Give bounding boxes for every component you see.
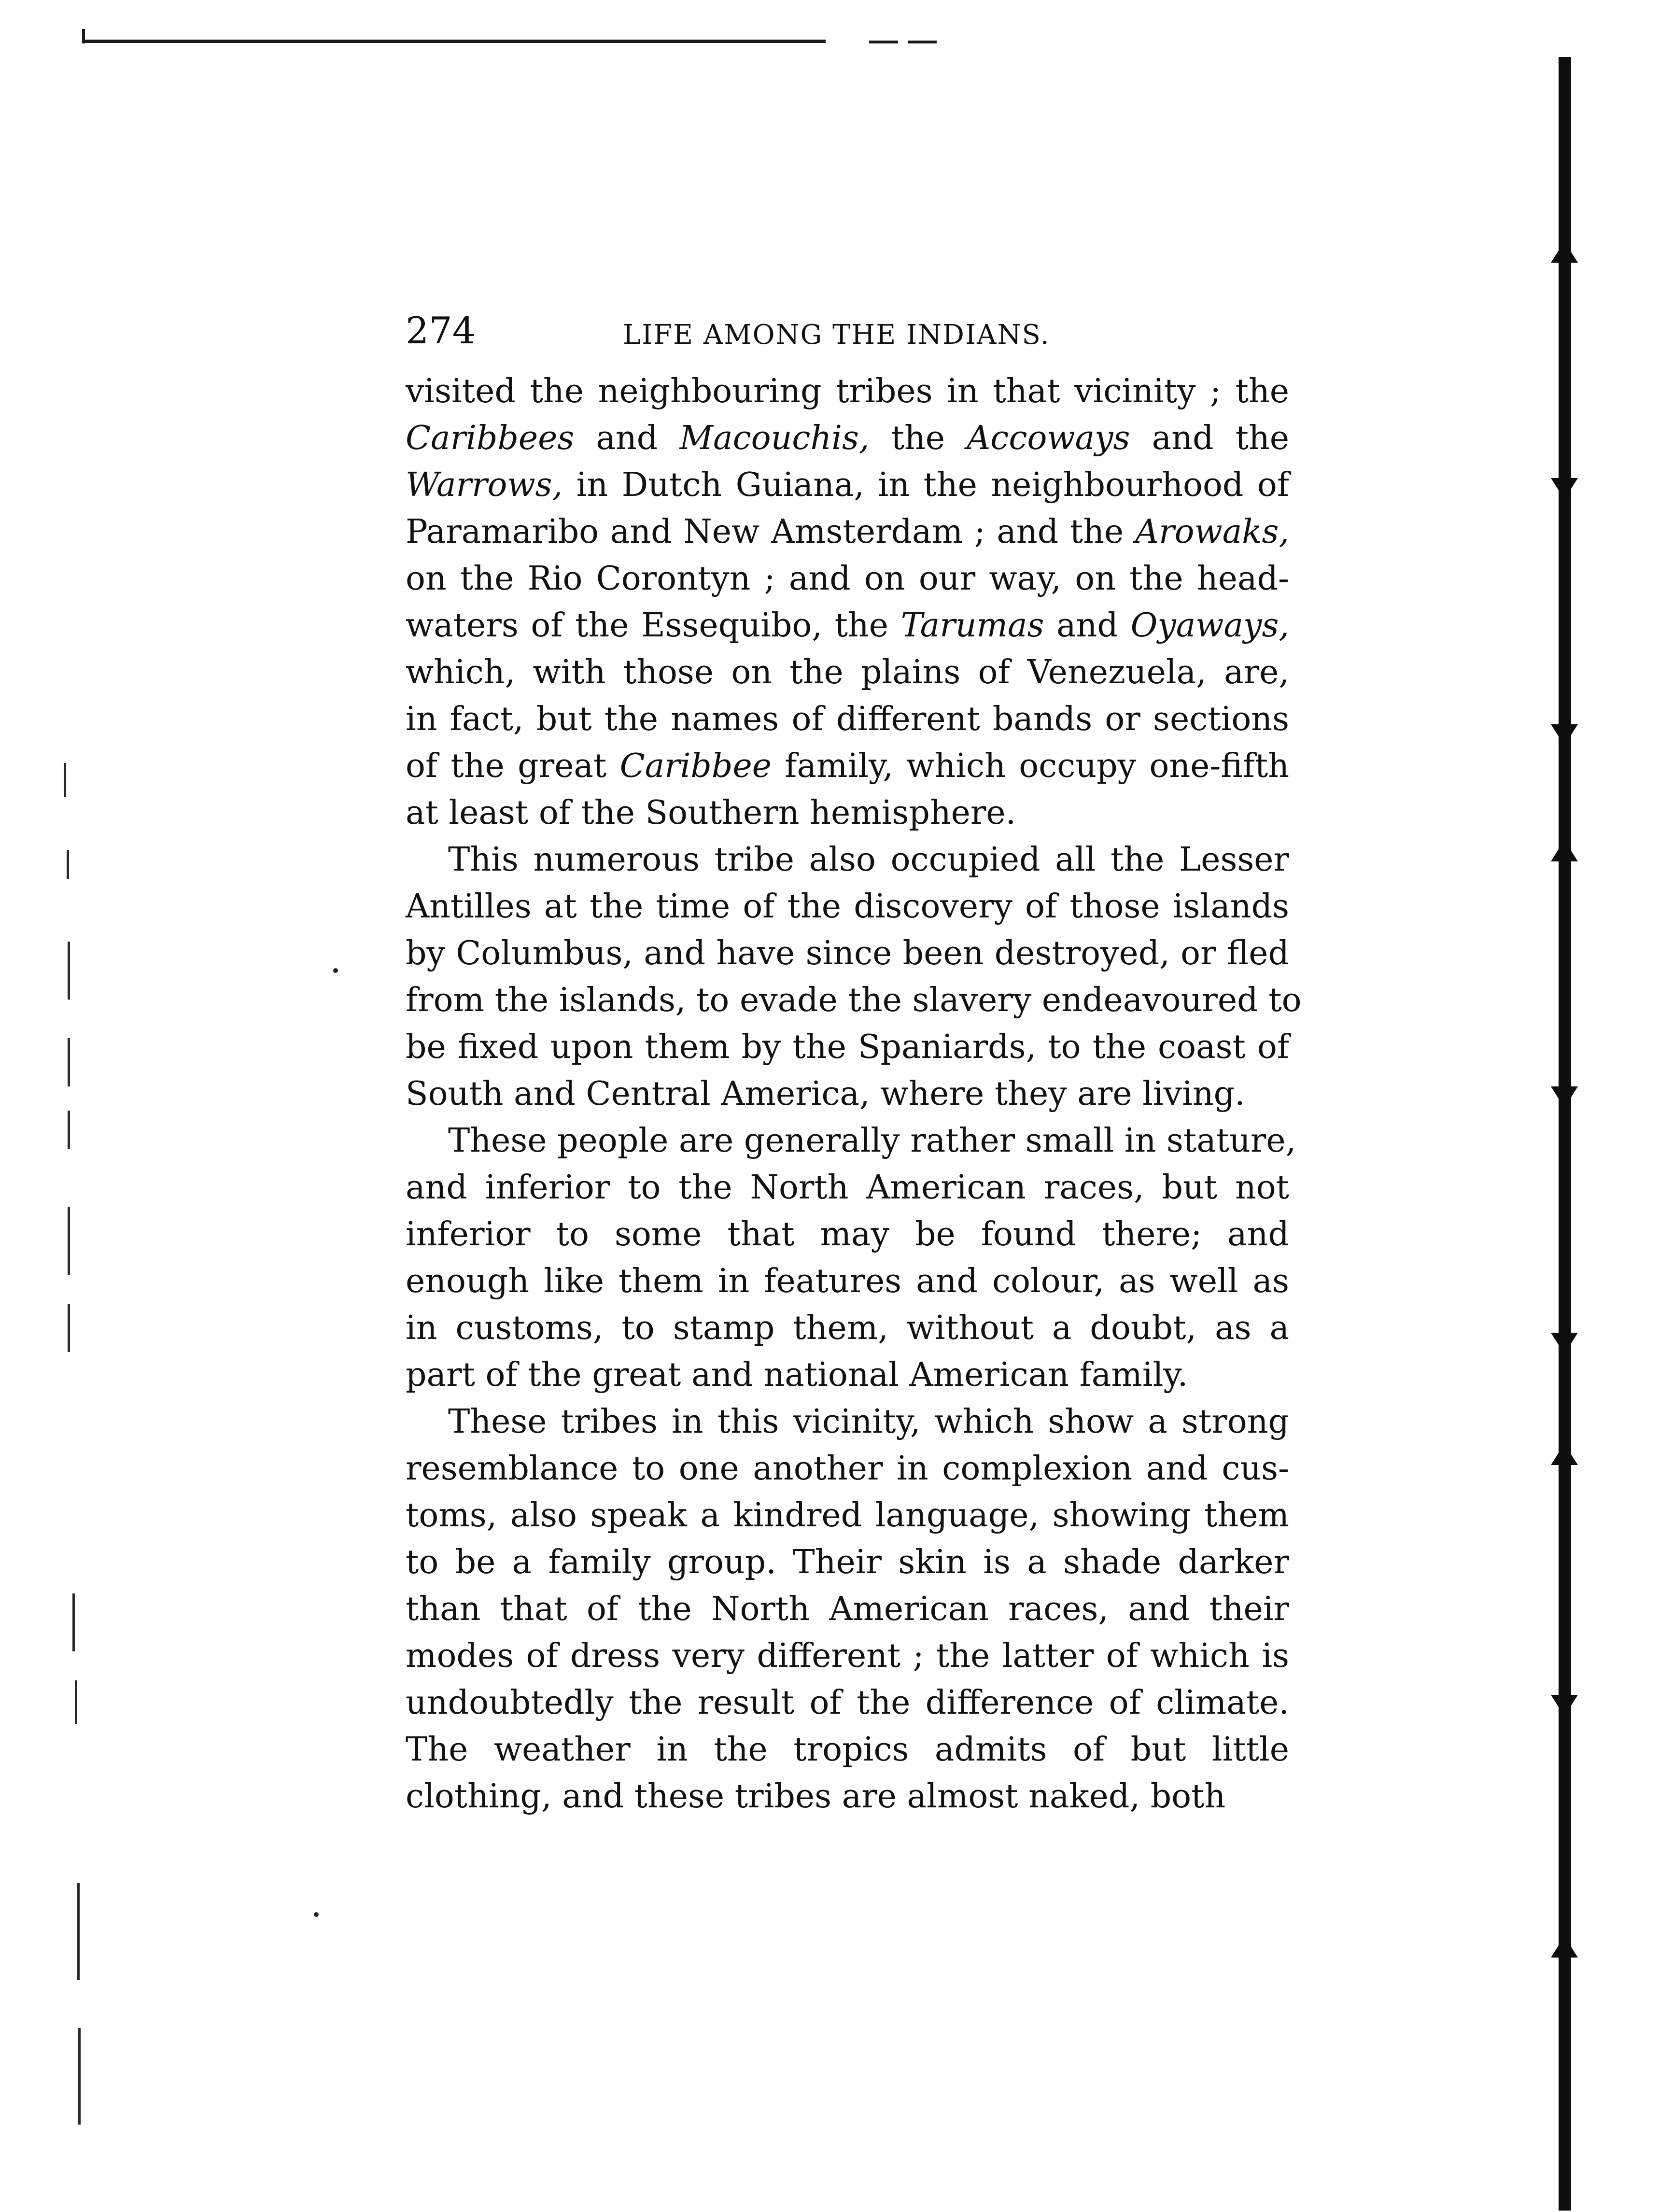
text-line	[406, 1117, 1296, 1164]
text-run: in fact, but the names of different bands or sections	[406, 700, 1289, 738]
text-run: clothing, and these tribes are almost naked, both	[406, 1777, 1226, 1816]
text-run: visited the neighbouring tribes in that vicinity ; the	[406, 372, 1289, 410]
text-line	[406, 415, 1289, 462]
binding-notch	[1551, 1333, 1578, 1354]
text-line	[406, 462, 1289, 508]
binding-notch	[1551, 1444, 1578, 1465]
body-text	[406, 368, 1302, 1820]
text-line	[406, 1352, 1289, 1398]
text-run: waters of the Essequibo, the	[406, 606, 901, 645]
binding-notch	[1551, 478, 1578, 499]
italic-text: Arowaks,	[1135, 513, 1289, 551]
text-run: South and Central America, where they are living.	[406, 1075, 1245, 1113]
text-line	[406, 1539, 1289, 1586]
scan-speck	[77, 1883, 80, 1980]
text-run: and inferior to the North American races, but not	[406, 1169, 1289, 1207]
text-run: from the islands, to evade the slavery endeavoured to	[406, 981, 1302, 1019]
text-run: than that of the North American races, and their	[406, 1590, 1289, 1628]
text-run: inferior to some that may be found there; and	[406, 1215, 1289, 1254]
italic-text: Oyaways,	[1130, 606, 1289, 645]
text-line	[406, 1258, 1289, 1305]
italic-text: Tarumas	[900, 606, 1044, 645]
text-line	[406, 1492, 1289, 1539]
text-run: These people are generally rather small in stature,	[448, 1122, 1296, 1160]
text-line	[406, 1071, 1289, 1117]
text-run: This numerous tribe also occupied all the Lesser	[448, 841, 1289, 879]
text-line	[406, 1773, 1289, 1820]
scan-speck	[72, 1593, 75, 1651]
binding-notch	[1551, 1695, 1578, 1716]
scan-speck	[68, 1207, 70, 1275]
scan-top-rule-dash	[908, 41, 937, 43]
binding-notch	[1551, 241, 1578, 263]
text-run: Paramaribo and New Amsterdam ; and the	[406, 513, 1135, 551]
scan-speck	[78, 2028, 81, 2125]
text-line	[406, 1398, 1289, 1445]
text-line	[406, 1679, 1289, 1726]
text-line	[406, 696, 1289, 743]
text-line	[406, 977, 1302, 1024]
italic-text: Caribbees	[406, 419, 575, 457]
text-line	[406, 883, 1289, 930]
text-run: modes of dress very different ; the latter of which is	[406, 1637, 1289, 1675]
text-line	[406, 1726, 1289, 1773]
scan-binding-edge	[1559, 57, 1571, 2211]
running-head	[406, 309, 1289, 362]
text-run: and	[574, 419, 680, 457]
italic-text: Caribbee	[619, 747, 772, 785]
italic-text: Macouchis,	[679, 419, 870, 457]
text-run: undoubtedly the result of the difference of climate.	[406, 1684, 1289, 1722]
scan-speck	[314, 1912, 319, 1917]
text-run: and the	[1130, 419, 1289, 457]
text-line	[406, 789, 1289, 836]
text-run: which, with those on the plains of Venezuela, are,	[406, 653, 1289, 691]
text-run: be fixed upon them by the Spaniards, to the coast of	[406, 1028, 1289, 1066]
paragraph	[406, 1398, 1289, 1820]
book-page	[406, 309, 1302, 1820]
text-line	[406, 508, 1289, 555]
text-run: Antilles at the time of the discovery of those islands	[406, 888, 1289, 926]
text-line	[406, 649, 1289, 696]
text-run: at least of the Southern hemisphere.	[406, 794, 1016, 832]
text-run: on the Rio Corontyn ; and on our way, on the head-	[406, 560, 1289, 598]
text-line	[406, 1445, 1289, 1492]
scan-speck	[67, 850, 69, 879]
text-line	[406, 1633, 1289, 1679]
scan-speck	[68, 1111, 70, 1149]
scan-top-rule-dash	[869, 41, 898, 43]
text-run: in customs, to stamp them, without a doubt, as a	[406, 1309, 1289, 1347]
text-run: the	[869, 419, 967, 457]
text-line	[406, 1164, 1289, 1211]
paragraph	[406, 836, 1302, 1117]
paragraph	[406, 1117, 1296, 1398]
scan-top-rule	[82, 40, 826, 43]
scan-speck	[64, 763, 66, 797]
binding-notch	[1551, 1936, 1578, 1958]
text-run: by Columbus, and have since been destroyed, or fled	[406, 934, 1289, 972]
running-head-title: LIFE AMONG THE INDIANS.	[623, 319, 1050, 351]
text-run: to be a family group. Their skin is a shade darker	[406, 1543, 1289, 1581]
text-line	[406, 1305, 1289, 1352]
text-run: part of the great and national American family.	[406, 1356, 1188, 1394]
text-line	[406, 1211, 1289, 1258]
text-run: enough like them in features and colour, as well as	[406, 1262, 1289, 1300]
binding-notch	[1551, 840, 1578, 861]
italic-text: Warrows,	[406, 466, 563, 504]
text-run: These tribes in this vicinity, which show a strong	[448, 1403, 1289, 1441]
binding-notch	[1551, 724, 1578, 746]
page-number: 274	[406, 309, 476, 352]
text-run: in Dutch Guiana, in the neighbourhood of	[562, 466, 1289, 504]
scan-speck	[333, 968, 338, 973]
scan-speck	[68, 942, 70, 1000]
paragraph	[406, 368, 1289, 836]
text-run: toms, also speak a kindred language, showing them	[406, 1496, 1289, 1535]
text-line	[406, 602, 1289, 649]
text-run: and	[1044, 606, 1131, 645]
text-line	[406, 930, 1289, 977]
text-line	[406, 1586, 1289, 1633]
text-line	[406, 368, 1289, 415]
text-run: The weather in the tropics admits of but little	[406, 1731, 1289, 1769]
text-run: family, which occupy one-fifth	[771, 747, 1289, 785]
scan-speck	[68, 1038, 70, 1086]
text-run: resemblance to one another in complexion and cus-	[406, 1450, 1289, 1488]
scan-speck	[68, 1304, 70, 1352]
text-line	[406, 555, 1289, 602]
text-run: of the great	[406, 747, 620, 785]
text-line	[406, 836, 1289, 883]
binding-notch	[1551, 1086, 1578, 1108]
text-line	[406, 743, 1289, 789]
italic-text: Accoways	[967, 419, 1130, 457]
scan-speck	[75, 1680, 77, 1724]
text-line	[406, 1024, 1289, 1071]
